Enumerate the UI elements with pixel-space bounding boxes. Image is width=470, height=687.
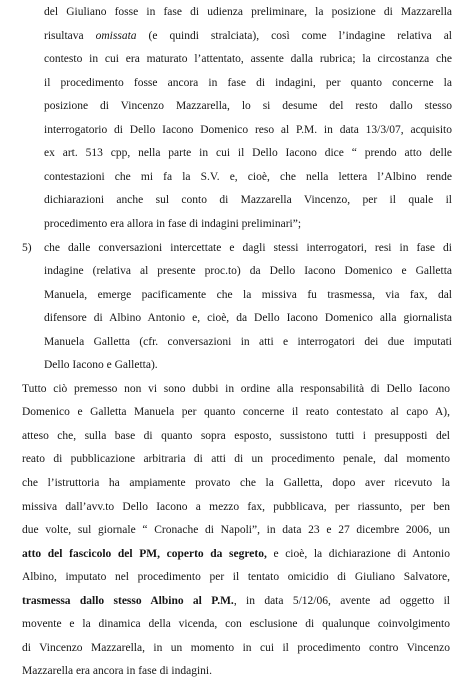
text-run: Domenico e Galletta Manuela per quanto concerne il reato contestato al capo A), [22, 406, 450, 418]
text-line [44, 288, 452, 302]
text-line [44, 123, 452, 137]
text-run: (e quindi stralciata), così come l’indagine relativa al [136, 30, 453, 42]
text-line [44, 241, 452, 255]
bold-text: trasmessa dallo stesso Albino al P.M. [22, 595, 234, 607]
text-line [44, 358, 452, 372]
text-run: Tutto ciò premesso non vi sono dubbi in ordine alla responsabilità di Dello Iacono [22, 383, 450, 395]
text-run: il procedimento fosse ancora in fase di indagini, per quanto concerne la [44, 77, 452, 89]
text-run: risultava [44, 30, 96, 42]
text-run: difensore di Albino Antonio e, cioè, da Dello Iacono Domenico alla giornalista [44, 312, 452, 324]
text-run: Albino, imputato nel procedimento per il tentato omicidio di Giuliano Salvatore, [22, 571, 450, 583]
text-line [22, 594, 450, 608]
text-run: contestazioni che mi fa la S.V. e, cioè, che nella lettera l’Albino rende [44, 171, 452, 183]
text-run: atteso che, sulla base di quanto sopra esposto, sussistono tutti i presupposti del [22, 430, 450, 442]
text-line [44, 193, 452, 207]
text-run: Mazzarella era ancora in fase di indagini. [22, 665, 212, 677]
text-run: missiva dall’avv.to Dello Iacono a mezzo fax, pubblicava, per riassunto, per ben [22, 501, 450, 513]
text-line [22, 523, 450, 537]
text-run: Manuela, emerge pacificamente che la missiva fu trasmessa, via fax, dal [44, 289, 452, 301]
text-line [22, 452, 450, 466]
text-line [22, 382, 450, 396]
text-line [44, 76, 452, 90]
text-line [22, 617, 450, 631]
text-line [44, 99, 452, 113]
text-line [44, 311, 452, 325]
text-line [44, 29, 452, 43]
text-line [44, 52, 452, 66]
text-run: interrogatorio di Dello Iacono Domenico reso al P.M. in data 13/3/07, acquisito [44, 124, 452, 136]
text-run: che l’istruttoria ha ampiamente provato che la Galletta, dopo aver ricevuto la [22, 477, 450, 489]
text-run: due volte, sul giornale “ Cronache di Napoli”, in data 23 e 27 dicembre 2006, un [22, 524, 450, 536]
italic-text: omissata [95, 30, 137, 42]
text-line [22, 405, 450, 419]
text-run: Manuela Galletta (cfr. conversazioni in atti e interrogatori dei due imputati [44, 336, 452, 348]
text-line [44, 264, 452, 278]
text-run: reato di pubblicazione arbitraria di atti di un procedimento penale, dal momento [22, 453, 450, 465]
text-run: procedimento era allora in fase di indagini preliminari”; [44, 218, 302, 230]
text-run: ex art. 513 cpp, nella parte in cui il Dello Iacono dice “ prendo atto delle [44, 147, 452, 159]
text-run: movente e la dinamica della vicenda, con esclusione di qualunque coinvolgimento [22, 618, 450, 630]
text-line [22, 429, 450, 443]
text-line [22, 476, 450, 490]
text-line [44, 146, 452, 160]
text-run: dichiarazioni anche sul conto di Mazzarella Vincenzo, per il quale il [44, 194, 452, 206]
text-line [22, 570, 450, 584]
text-line [44, 5, 452, 19]
text-line [44, 217, 452, 231]
text-run: posizione di Vincenzo Mazzarella, lo si desume del resto dallo stesso [44, 100, 452, 112]
text-run: che dalle conversazioni intercettate e dagli stessi interrogatori, resi in fase di [44, 242, 452, 254]
list-number: 5) [22, 242, 32, 254]
text-run: contesto in cui era maturato l’attentato, assente dalla rubrica; la circostanza che [44, 53, 452, 65]
text-line [22, 641, 450, 655]
bold-text: atto del fascicolo del PM, coperto da segreto, [22, 548, 267, 560]
text-line [44, 335, 452, 349]
text-run: di Vincenzo Mazzarella, in un momento in cui il procedimento contro Vincenzo [22, 642, 450, 654]
text-run: indagine (relativa al presente proc.to) da Dello Iacono Domenico e Galletta [44, 265, 452, 277]
text-run: del Giuliano fosse in fase di udienza preliminare, la posizione di Mazzarella [44, 6, 452, 18]
text-run: , in data 5/12/06, avente ad oggetto il [233, 595, 450, 607]
text-run: Dello Iacono e Galletta). [44, 359, 158, 371]
text-line [22, 664, 450, 678]
text-line [22, 547, 450, 561]
text-line [22, 500, 450, 514]
text-run: e cioè, la dichiarazione di Antonio [266, 548, 450, 560]
text-line [44, 170, 452, 184]
